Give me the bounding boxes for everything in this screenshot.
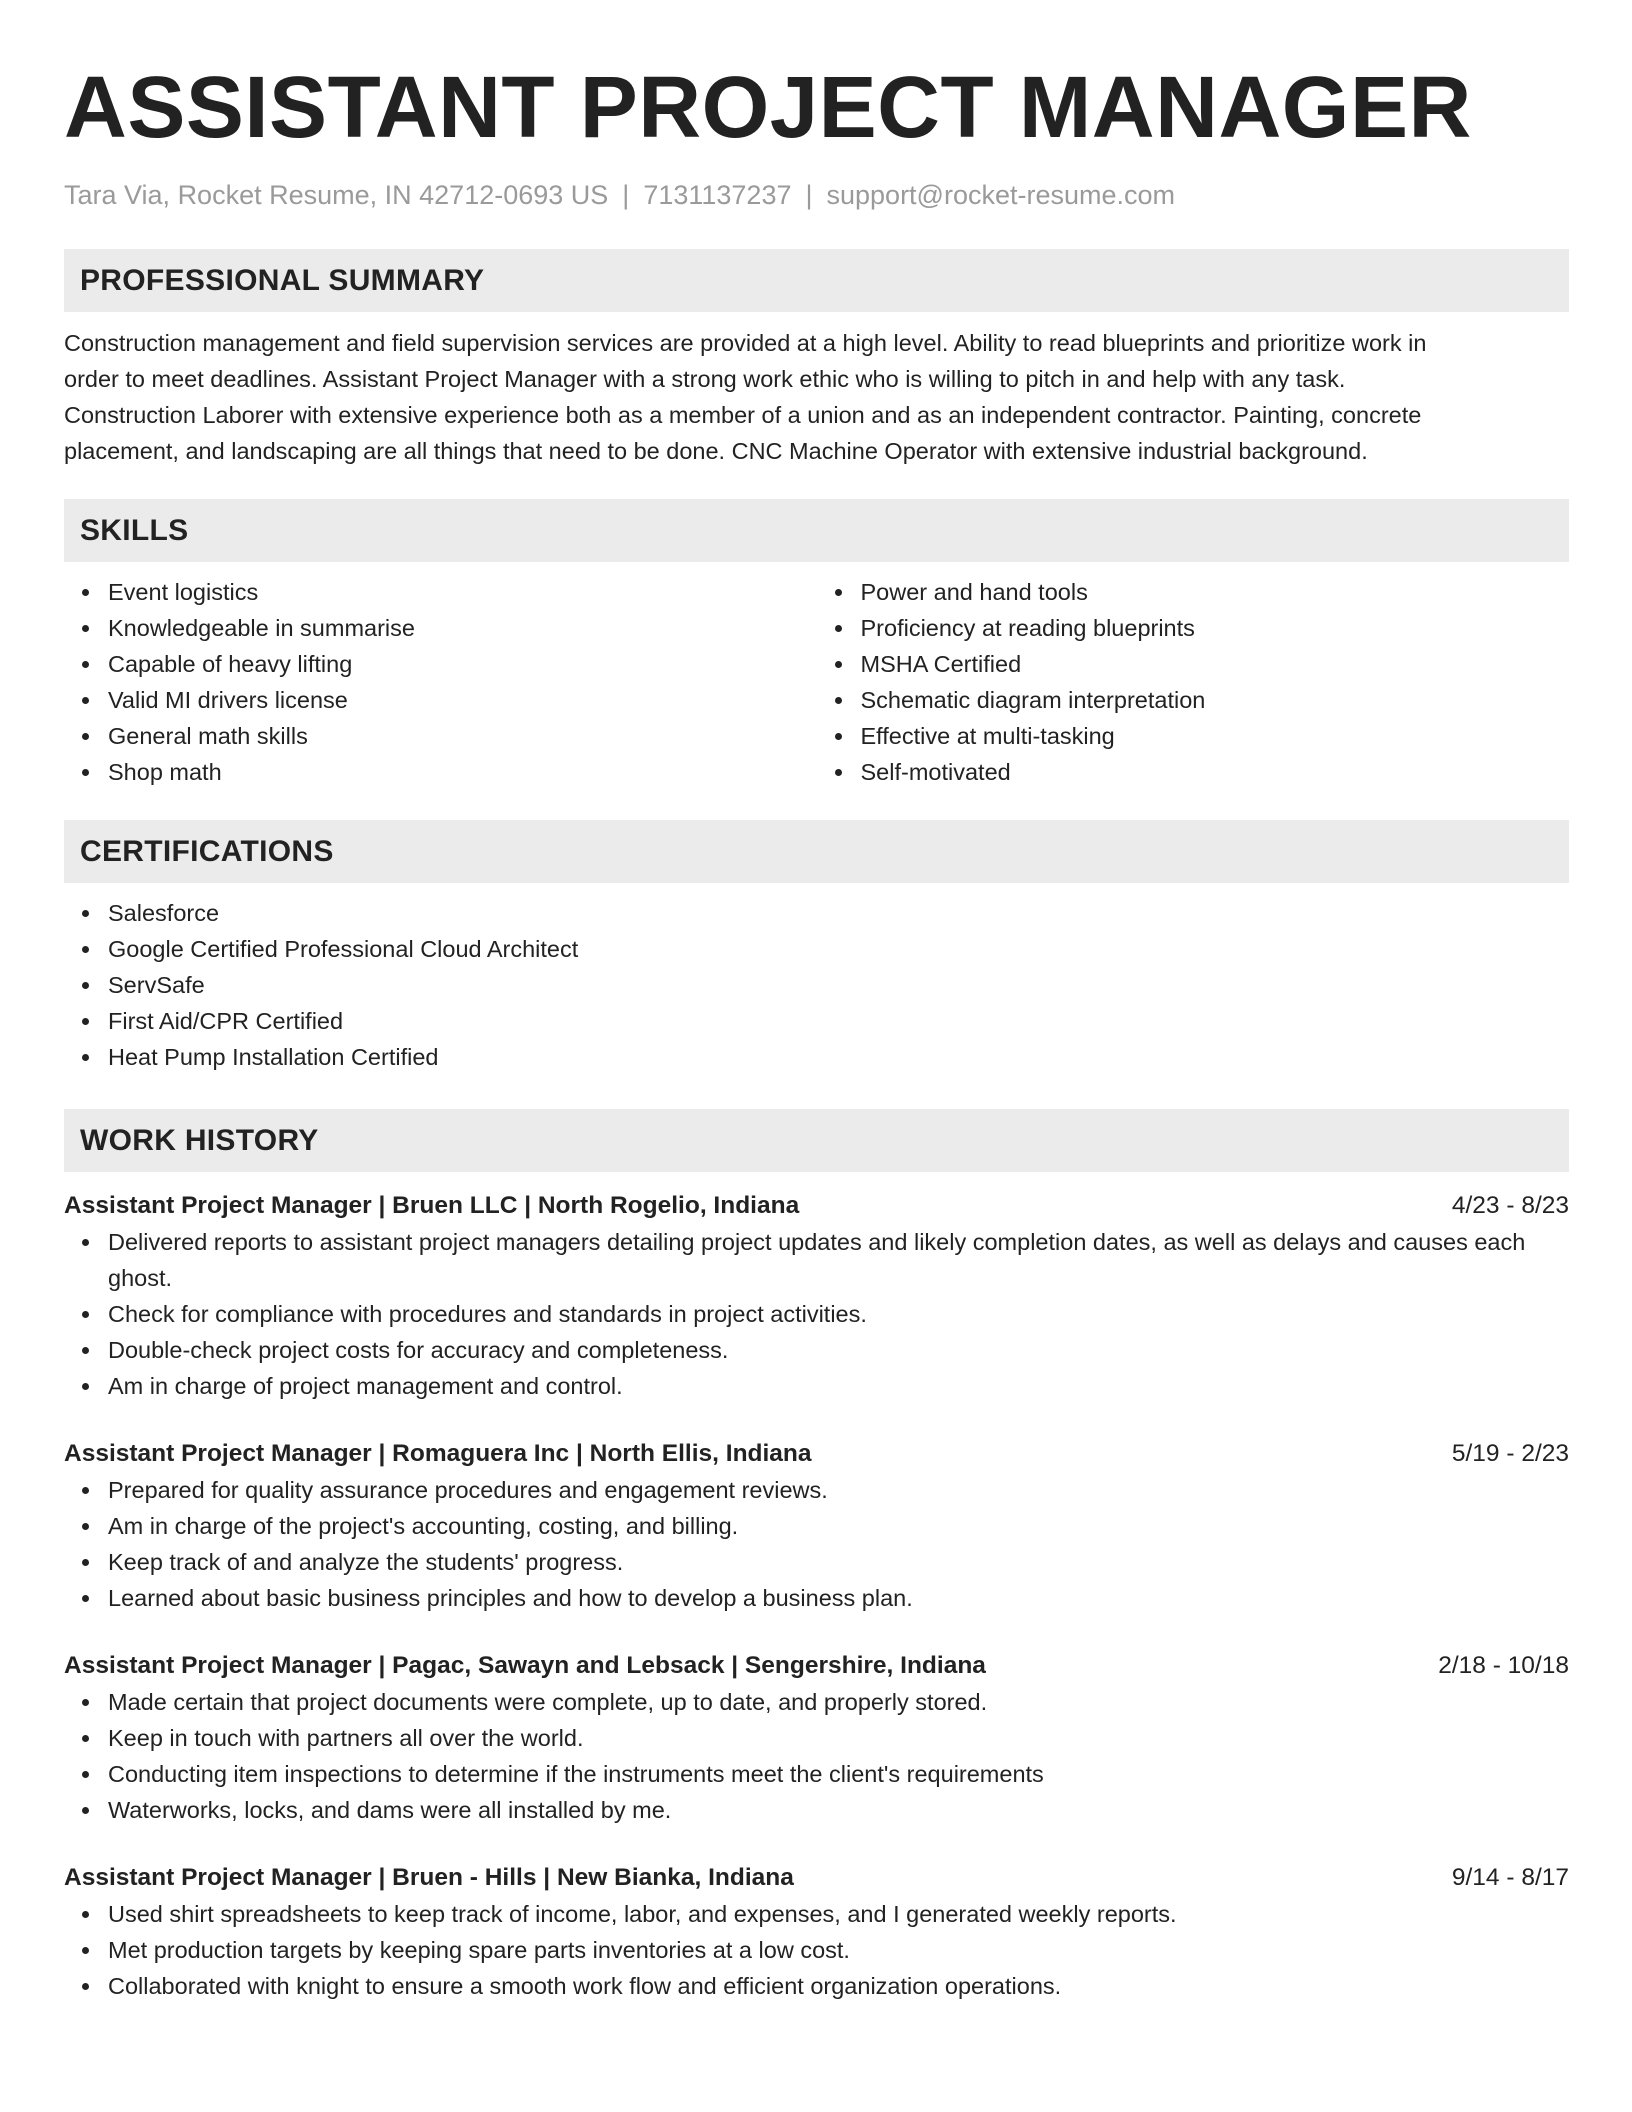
job-title: Assistant Project Manager | Pagac, Sawayn and Lebsack | Sengershire, Indiana bbox=[64, 1652, 986, 1680]
job-title: Assistant Project Manager | Bruen - Hills | New Bianka, Indiana bbox=[64, 1864, 794, 1892]
job-dates: 4/23 - 8/23 bbox=[1451, 1192, 1569, 1220]
resume-name-heading: ASSISTANT PROJECT MANAGER bbox=[64, 59, 1472, 156]
skill-item: Valid MI drivers license bbox=[64, 682, 817, 718]
job-bullet: Check for compliance with procedures and standards in project activities. bbox=[64, 1296, 1569, 1332]
certifications-list bbox=[64, 895, 1569, 1075]
skill-item: Proficiency at reading blueprints bbox=[817, 610, 1570, 646]
job-bullet-list bbox=[64, 1896, 1569, 2004]
job-bullet-list bbox=[64, 1224, 1569, 1404]
job-bullet: Learned about basic business principles and how to develop a business plan. bbox=[64, 1580, 1569, 1616]
certification-item: Salesforce bbox=[64, 895, 1569, 931]
job-header bbox=[64, 1860, 1569, 1896]
job-header bbox=[64, 1648, 1569, 1684]
summary-line: Construction Laborer with extensive experience both as a member of a union and as an independent contractor. Painting, concrete bbox=[64, 402, 1422, 429]
contact-separator: | bbox=[805, 180, 813, 210]
skill-item: Knowledgeable in summarise bbox=[64, 610, 817, 646]
job-entry bbox=[64, 1188, 1569, 1404]
certification-item: ServSafe bbox=[64, 967, 1569, 1003]
summary-paragraph bbox=[64, 325, 1569, 469]
skills-list-left bbox=[64, 574, 817, 790]
job-bullet: Prepared for quality assurance procedures and engagement reviews. bbox=[64, 1472, 1569, 1508]
job-title: Assistant Project Manager | Romaguera Inc | North Ellis, Indiana bbox=[64, 1440, 812, 1468]
skills-grid bbox=[64, 574, 1569, 790]
skill-item: Capable of heavy lifting bbox=[64, 646, 817, 682]
job-entry bbox=[64, 1860, 1569, 2004]
job-entry bbox=[64, 1436, 1569, 1616]
job-bullet: Keep in touch with partners all over the world. bbox=[64, 1720, 1569, 1756]
job-bullet: Used shirt spreadsheets to keep track of income, labor, and expenses, and I generated weekly reports. bbox=[64, 1896, 1569, 1932]
job-bullet-list bbox=[64, 1684, 1569, 1828]
skill-item: MSHA Certified bbox=[817, 646, 1570, 682]
job-header bbox=[64, 1188, 1569, 1224]
contact-email: support@rocket-resume.com bbox=[826, 180, 1176, 210]
section-header-summary: PROFESSIONAL SUMMARY bbox=[64, 249, 1569, 312]
job-dates: 9/14 - 8/17 bbox=[1451, 1864, 1569, 1892]
job-title: Assistant Project Manager | Bruen LLC | North Rogelio, Indiana bbox=[64, 1192, 800, 1220]
skill-item: Power and hand tools bbox=[817, 574, 1570, 610]
skill-item: Event logistics bbox=[64, 574, 817, 610]
job-bullet: Am in charge of the project's accounting, costing, and billing. bbox=[64, 1508, 1569, 1544]
summary-line: Construction management and field supervision services are provided at a high level. Ability to read blueprints and prioritize work in bbox=[64, 330, 1427, 357]
job-bullet: Keep track of and analyze the students' progress. bbox=[64, 1544, 1569, 1580]
job-bullet: Double-check project costs for accuracy and completeness. bbox=[64, 1332, 1569, 1368]
job-header bbox=[64, 1436, 1569, 1472]
job-bullet: Am in charge of project management and control. bbox=[64, 1368, 1569, 1404]
contact-address: Tara Via, Rocket Resume, IN 42712-0693 US bbox=[64, 180, 609, 210]
job-dates: 2/18 - 10/18 bbox=[1438, 1652, 1569, 1680]
certification-item: Google Certified Professional Cloud Architect bbox=[64, 931, 1569, 967]
job-bullet: Made certain that project documents were complete, up to date, and properly stored. bbox=[64, 1684, 1569, 1720]
job-bullet: Delivered reports to assistant project managers detailing project updates and likely completion dates, as well as delays and causes each ghost. bbox=[64, 1224, 1569, 1296]
skills-list-right bbox=[817, 574, 1570, 790]
job-bullet: Collaborated with knight to ensure a smooth work flow and efficient organization operations. bbox=[64, 1968, 1569, 2004]
job-dates: 5/19 - 2/23 bbox=[1451, 1440, 1569, 1468]
contact-phone: 7131137237 bbox=[643, 180, 792, 210]
section-header-skills: SKILLS bbox=[64, 499, 1569, 562]
summary-line: placement, and landscaping are all things that need to be done. CNC Machine Operator with extensive industrial background. bbox=[64, 438, 1368, 465]
job-bullet: Waterworks, locks, and dams were all installed by me. bbox=[64, 1792, 1569, 1828]
job-entry bbox=[64, 1648, 1569, 1828]
certification-item: First Aid/CPR Certified bbox=[64, 1003, 1569, 1039]
skill-item: Shop math bbox=[64, 754, 817, 790]
section-header-work-history: WORK HISTORY bbox=[64, 1109, 1569, 1172]
contact-line bbox=[64, 179, 1569, 211]
skill-item: General math skills bbox=[64, 718, 817, 754]
summary-line: order to meet deadlines. Assistant Project Manager with a strong work ethic who is willing to pitch in and help with any task. bbox=[64, 366, 1346, 393]
certification-item: Heat Pump Installation Certified bbox=[64, 1039, 1569, 1075]
skill-item: Self-motivated bbox=[817, 754, 1570, 790]
job-bullet-list bbox=[64, 1472, 1569, 1616]
section-header-certifications: CERTIFICATIONS bbox=[64, 820, 1569, 883]
skill-item: Effective at multi-tasking bbox=[817, 718, 1570, 754]
contact-separator: | bbox=[622, 180, 630, 210]
job-bullet: Conducting item inspections to determine if the instruments meet the client's requirements bbox=[64, 1756, 1569, 1792]
skill-item: Schematic diagram interpretation bbox=[817, 682, 1570, 718]
job-bullet: Met production targets by keeping spare parts inventories at a low cost. bbox=[64, 1932, 1569, 1968]
